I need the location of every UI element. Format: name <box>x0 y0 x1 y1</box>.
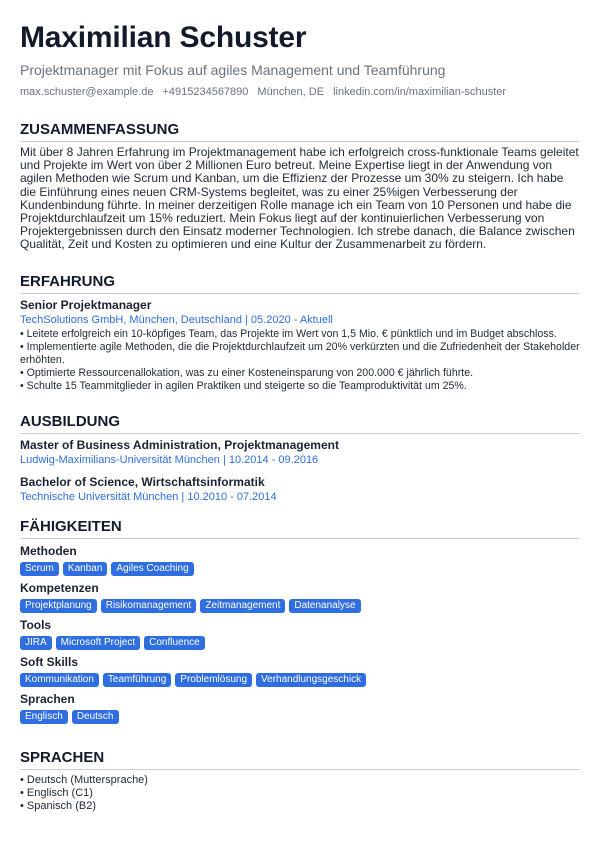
skill-tag-row <box>20 636 580 650</box>
skill-tag: Scrum <box>20 562 59 576</box>
education-section <box>20 413 580 504</box>
skill-tag: Teamführung <box>103 673 171 687</box>
experience-section <box>20 273 580 393</box>
contact-linkedin[interactable]: linkedin.com/in/maximilian-schuster <box>333 86 507 98</box>
skill-category-title: Tools <box>20 617 52 632</box>
skills-heading: FÄHIGKEITEN <box>20 518 580 539</box>
summary-heading: ZUSAMMENFASSUNG <box>20 121 580 142</box>
languages-list <box>20 774 580 814</box>
skill-tag-row <box>20 673 580 687</box>
job-meta: TechSolutions GmbH, München, Deutschland | 05.2020 - Aktuell <box>20 313 333 326</box>
job-role: Senior Projektmanager <box>20 297 152 312</box>
skill-tag: Microsoft Project <box>56 636 140 650</box>
job-entry <box>20 298 580 393</box>
education-entry <box>20 438 580 467</box>
languages-section <box>20 749 580 814</box>
contact-line <box>20 85 580 99</box>
education-meta: Ludwig-Maximilians-Universität München | 10.2014 - 09.2016 <box>20 453 319 466</box>
candidate-subtitle: Projektmanager mit Fokus auf agiles Management und Teamführung <box>20 62 446 78</box>
language-item: • Spanisch (B2) <box>20 800 580 813</box>
skills-section <box>20 518 580 724</box>
skill-tag: Deutsch <box>72 710 119 724</box>
skill-tag: Confluence <box>144 636 205 650</box>
job-bullet: • Optimierte Ressourcenallokation, was zu einer Kosteneinsparung von 200.000 € jährlich führte. <box>20 367 580 380</box>
contact-phone[interactable]: +4915234567890 <box>162 86 249 98</box>
language-item: • Englisch (C1) <box>20 787 580 800</box>
skills-list <box>20 544 580 724</box>
skill-tag-row <box>20 710 580 724</box>
skill-tag: Projektplanung <box>20 599 97 613</box>
job-bullets <box>20 328 580 393</box>
skill-tag-row <box>20 562 580 576</box>
skill-category-title: Soft Skills <box>20 654 79 669</box>
skill-tag-row <box>20 599 580 613</box>
skill-category-title: Kompetenzen <box>20 580 99 595</box>
candidate-name: Maximilian Schuster <box>20 21 307 54</box>
summary-section <box>20 121 580 252</box>
skill-tag: Agiles Coaching <box>111 562 193 576</box>
contact-location: München, DE <box>257 86 325 98</box>
education-heading: AUSBILDUNG <box>20 413 580 434</box>
job-bullet: • Implementierte agile Methoden, die die Projektdurchlaufzeit um 20% verkürzten und die Zufriedenheit der Stakeholder erhöhten. <box>20 341 580 367</box>
skill-tag: JIRA <box>20 636 52 650</box>
education-degree: Bachelor of Science, Wirtschaftsinformatik <box>20 474 265 489</box>
job-bullet: • Leitete erfolgreich ein 10-köpfiges Team, das Projekte im Wert von 1,5 Mio. € pünktlich und im Budget abschloss. <box>20 328 580 341</box>
skill-category-title: Methoden <box>20 543 77 558</box>
education-degree: Master of Business Administration, Projektmanagement <box>20 437 339 452</box>
skill-tag: Kommunikation <box>20 673 99 687</box>
education-meta: Technische Universität München | 10.2010 - 07.2014 <box>20 490 277 503</box>
summary-text: Mit über 8 Jahren Erfahrung im Projektmanagement habe ich erfolgreich cross-funktionale Teams geleitet und Projekte im Wert von über 2 Millionen Euro betreut. Meine Expertise liegt in der Anwendung von agilen Methoden wie Scrum und Kanban, um die Effizienz der Prozesse um 30% zu steigern. Ich habe die Einführung eines neuen CRM-Systems begleitet, was zu einer 25%igen Verbesserung der Kundenbindung führte. In meiner derzeitigen Rolle manage ich ein Team von 10 Personen und habe die Projektdurchlaufzeit um 15% reduziert. Mein Fokus liegt auf der kontinuierlichen Verbesserung von Projektergebnissen durch den Einsatz moderner Technologien. Ich strebe danach, die Balance zwischen Qualität, Zeit und Kosten zu optimieren und eine Kultur der Zusammenarbeit zu fördern. <box>20 145 579 252</box>
skill-tag: Problemlösung <box>175 673 252 687</box>
contact-email[interactable]: max.schuster@example.de <box>20 86 154 98</box>
skill-tag: Datenanalyse <box>289 599 360 613</box>
skill-tag: Zeitmanagement <box>200 599 285 613</box>
job-bullet: • Schulte 15 Teammitglieder in agilen Praktiken und steigerte so die Teamproduktivität um 25%. <box>20 380 580 393</box>
skill-category-title: Sprachen <box>20 691 75 706</box>
education-entry <box>20 475 580 504</box>
skill-tag: Englisch <box>20 710 68 724</box>
skill-tag: Kanban <box>63 562 107 576</box>
skill-tag: Risikomanagement <box>101 599 197 613</box>
experience-heading: ERFAHRUNG <box>20 273 580 294</box>
languages-heading: SPRACHEN <box>20 749 580 770</box>
language-item: • Deutsch (Muttersprache) <box>20 774 580 787</box>
skill-tag: Verhandlungsgeschick <box>256 673 366 687</box>
